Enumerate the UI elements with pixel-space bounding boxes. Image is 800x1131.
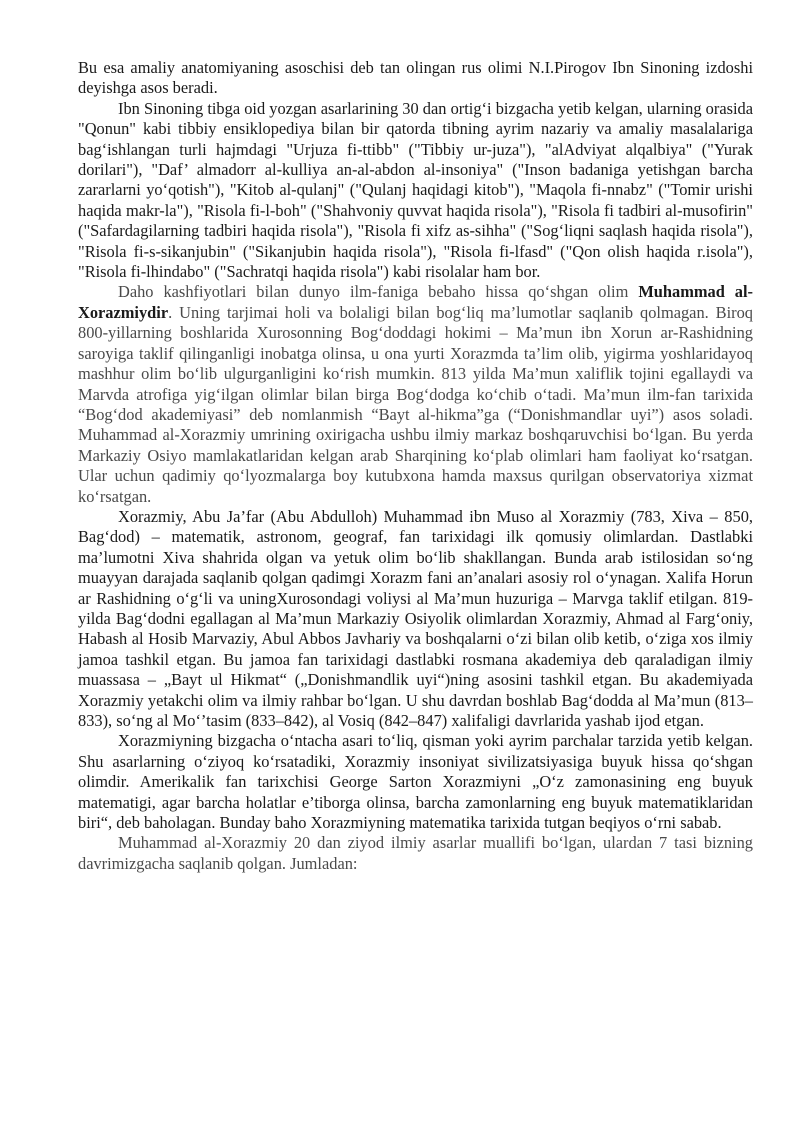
paragraph-pirogov: Bu esa amaliy anatomiyaning asoschisi deb tan olingan rus olimi N.I.Pirogov Ibn Sinoning izdoshi deyishga asos beradi.	[78, 58, 753, 98]
paragraph-ibn-sino-works: Ibn Sinoning tibga oid yozgan asarlarining 30 dan ortig‘i bizgacha yetib kelgan, ularning orasida "Qonun" kabi tibbiy ensiklopediya bilan bir qatorda tibning ayrim nazariy va amaliy masalalariga bag‘ishlangan turli hajmdagi "Urjuza fi-ttibb" ("Tibbiy ur-juza"), "alAdviyat alqalbiya" ("Yurak dorilari"), "Daf’ almadorr al-kulliya an-al-abdon al-insoniya" ("Inson badaniga yetishgan barcha zararlarni yo‘qotish"), "Kitob al-qulanj" ("Qulanj haqidagi kitob"), "Maqola fi-nnabz" ("Tomir urishi haqida makr-la"), "Risola fi-l-boh" ("Shahvoniy quvvat haqida risola"), "Risola fi tadbiri al-musofirin" ("Safardagilarning tadbiri haqida risola"), "Risola fi xifz as-sihha" ("Sog‘liqni saqlash haqida risola"), "Risola fi-s-sikanjubin" ("Sikanjubin haqida risola"), "Risola fi-lfasd" ("Qon olish haqida r.isola"), "Risola fi-lhindabo" ("Sachratqi haqida risola") kabi risolalar ham bor.	[78, 98, 753, 282]
bold-name: Muhammad al-Xorazmiydir	[78, 282, 753, 322]
document-body	[78, 58, 753, 874]
paragraph-al-xorazmiy-intro	[78, 282, 753, 506]
paragraph-xorazmiy-works: Xorazmiyning bizgacha o‘ntacha asari to‘liq, qisman yoki ayrim parchalar tarzida yetib kelgan. Shu asarlarning o‘ziyoq ko‘rsatadiki, Xorazmiy insoniyat sivilizatsiyasiga buyuk hissa qo‘shgan olimdir. Amerikalik fan tarixchisi George Sarton Xorazmiyni „O‘z zamonasining eng buyuk matematigi, agar barcha holatlar e’tiborga olinsa, barcha zamonlarning eng buyuk matematiklaridan biri“, deb baholagan. Bunday baho Xorazmiyning matematika tarixida tutgan beqiyos o‘rni sabab.	[78, 731, 753, 833]
paragraph-xorazmiy-list-intro: Muhammad al-Xorazmiy 20 dan ziyod ilmiy asarlar muallifi bo‘lgan, ulardan 7 tasi bizning davrimizgacha saqlanib qolgan. Jumladan:	[78, 833, 753, 873]
paragraph-text: . Uning tarjimai holi va bolaligi bilan bog‘liq ma’lumotlar saqlanib qolmagan. Biroq 800-yillarning boshlarida Xurosonning Bog‘doddagi hokimi – Ma’mun ibn Xorun ar-Rashidning saroyiga taklif qilinganligi inobatga olinsa, u ona yurti Xorazmda ta’lim olib, yigirma yoshlaridayoq mashhur olim bo‘lib ulgurganligini ko‘rish mumkin. 813 yilda Ma’mun xaliflik tojini egallaydi va Marvda atrofiga yig‘ilgan olimlar bilan birga Bog‘dodga ko‘chib o‘tadi. Ma’mun ilm-fan tarixida “Bog‘dod akademiyasi” deb nomlanmish “Bayt al-hikma”ga (“Donishmandlar uyi”) asos soladi. Muhammad al-Xorazmiy umrining oxirigacha ushbu ilmiy markaz boshqaruvchisi bo‘lgan. Bu yerda Markaziy Osiyo mamlakatlaridan kelgan arab Sharqining ko‘plab olimlari ham faoliyat ko‘rsatgan. Ular uchun qadimiy qo‘lyozmalarga boy kutubxona hamda maxsus qurilgan observatoriya xizmat ko‘rsatgan.	[78, 302, 753, 506]
paragraph-text: Daho kashfiyotlari bilan dunyo ilm-faniga bebaho hissa qo‘shgan olim	[118, 282, 639, 302]
paragraph-xorazmiy-biography: Xorazmiy, Abu Ja’far (Abu Abdulloh) Muhammad ibn Muso al Xorazmiy (783, Xiva – 850, Bag‘dod) – matematik, astronom, geograf, fan tarixidagi ilk qomusiy olimlardan. Dastlabki ma’lumotni Xiva shahrida olgan va yetuk olim bo‘lib shakllangan. Bunda arab istilosidan so‘ng muayyan darajada saqlanib qolgan qadimgi Xorazm fani an’analari asosiy rol o‘ynagan. Xalifa Horun ar Rashidning o‘g‘li va uningXurosondagi voliysi al Ma’mun huzuriga – Marvga taklif etilgan. 819-yilda Bag‘dodni egallagan al Ma’mun Markaziy Osiyolik olimlardan Xorazmiy, Ahmad al Farg‘oniy, Habash al Hosib Marvaziy, Abul Abbos Javhariy va boshqalarni o‘zi bilan olib ketib, o‘ziga xos ilmiy jamoa tashkil etgan. Bu jamoa fan tarixidagi dastlabki rosmana akademiya deb qaraladigan ilmiy muassasa – „Bayt ul Hikmat“ („Donishmandlik uyi“)ning asosini tashkil etgan. Bu akademiyada Xorazmiy yetakchi olim va ilmiy rahbar bo‘lgan. U shu davrdan boshlab Bag‘dodda al Ma’mun (813–833), so‘ng al Mo‘’tasim (833–842), al Vosiq (842–847) xalifaligi davrlarida yashab ijod etgan.	[78, 506, 753, 730]
